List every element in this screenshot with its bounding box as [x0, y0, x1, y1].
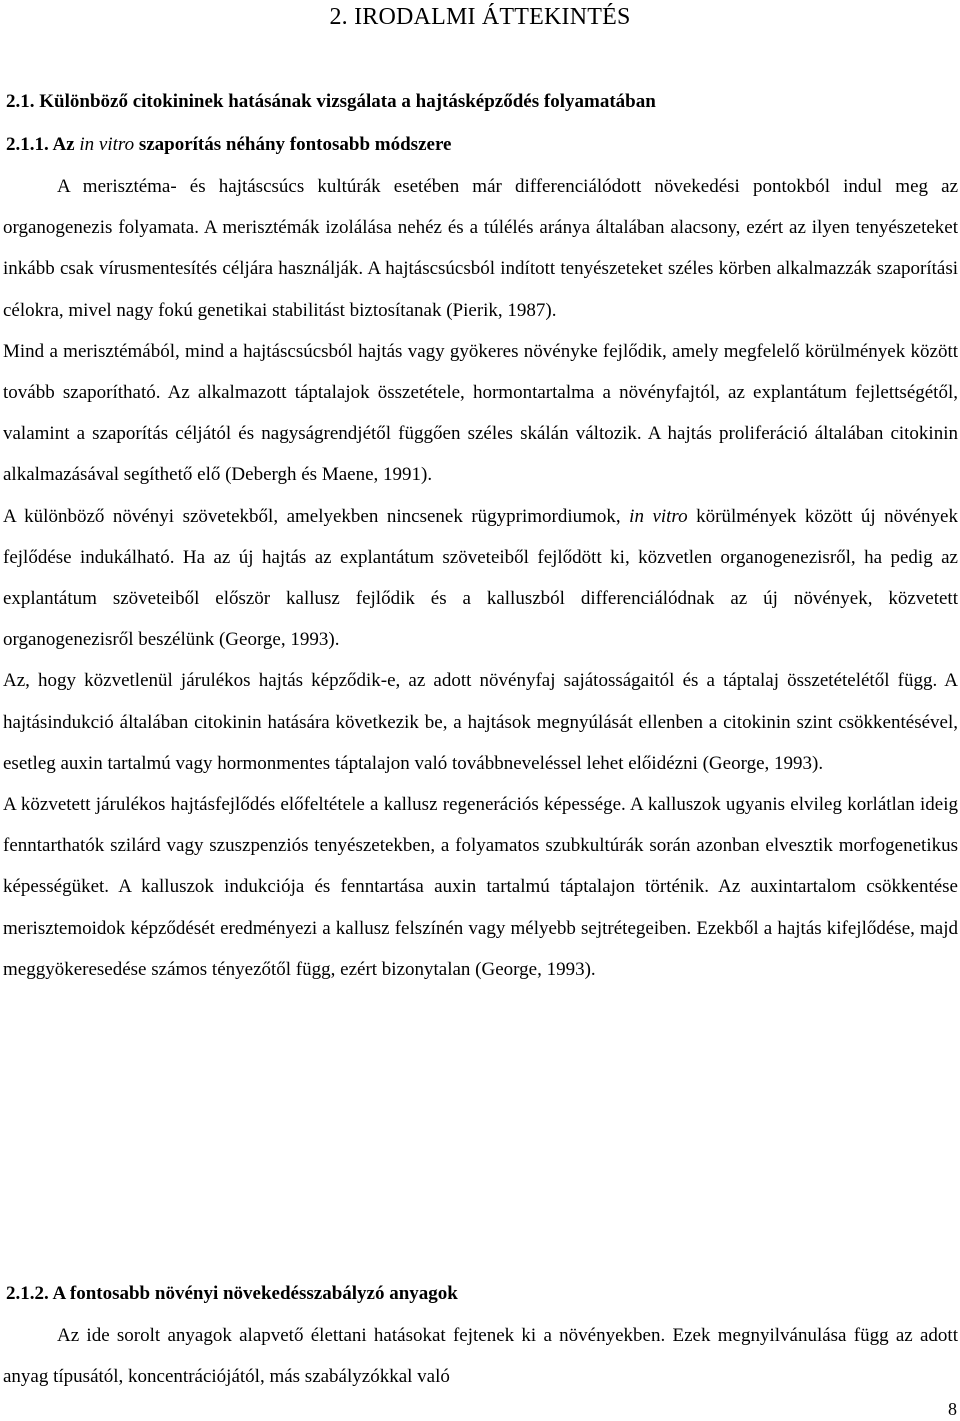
subsection-2-title: A fontosabb növényi növekedésszabályzó anyagok — [52, 1283, 458, 1304]
subsection-1-number: 2.1.1. — [6, 134, 49, 155]
subsection-2-body — [3, 1315, 958, 1397]
subsection-heading-1 — [6, 131, 451, 159]
subsection-1-title-pre: Az — [52, 134, 75, 155]
subsection-heading-2 — [6, 1280, 458, 1308]
paragraph-3-italic: in vitro — [629, 505, 688, 527]
paragraph-5: A közvetett járulékos hajtásfejlődés előfeltétele a kallusz regenerációs képessége. A kalluszok ugyanis elvileg korlátlan ideig fenntarthatók szilárd vagy szuszpenziós tenyészetekben, a folyamatos szubkultúrák során azonban elvesztik morfogenetikus képességüket. A kalluszok indukciója és fenntartása auxin tartalmú táptalajon történik. Az auxintartalom csökkentése merisztemoidok képződését eredményezi a kallusz felszínén vagy mélyebb sejtrétegeiben. Ezekből a hajtás kifejlődése, majd meggyökeresedése számos tényezőtől függ, ezért bizonytalan (George, 1993). — [3, 794, 958, 980]
paragraph-2: Mind a merisztémából, mind a hajtáscsúcsból hajtás vagy gyökeres növényke fejlődik, amely megfelelő körülmények között tovább szaporítható. Az alkalmazott táptalajok összetétele, hormontartalma a növényfajtól, az explantátum fejlettségétől, valamint a szaporítás céljától és nagyságrendjétől függően széles skálán változik. A hajtás proliferáció általában citokinin alkalmazásával segíthető elő (Debergh és Maene, 1991). — [3, 340, 958, 486]
paragraph-3-start: A különböző növényi szövetekből, amelyekben nincsenek rügyprimordiumok, — [3, 505, 621, 527]
subsection-2-number: 2.1.2. — [6, 1283, 49, 1304]
chapter-title: 2. IRODALMI ÁTTEKINTÉS — [329, 4, 631, 30]
paragraph-4: Az, hogy közvetlenül járulékos hajtás képződik-e, az adott növényfaj sajátosságaitól és a táptalaj összetételétől függ. A hajtásindukció általában citokinin hatására következik be, a hajtások megnyúlását ellenben a citokinin szint csökkentésével, esetleg auxin tartalmú vagy hormonmentes táptalajon való továbbneveléssel lehet előidézni (George, 1993). — [3, 670, 958, 774]
section-heading: 2.1. Különböző citokininek hatásának vizsgálata a hajtásképződés folyamatában — [6, 91, 656, 112]
paragraph-1: A merisztéma- és hajtáscsúcs kultúrák esetében már differenciálódott növekedési pontokból indul meg az organogenezis folyamata. A merisztémák izolálása nehéz és a túlélés aránya általában alacsony, ezért az ilyen tenyészeteket inkább csak vírusmentesítés céljára használják. A hajtáscsúcsból indított tenyészeteket széles körben alkalmazzák szaporítási célokra, mivel nagy fokú genetikai stabilitást biztosítanak (Pierik, 1987). — [3, 176, 958, 321]
subsection-1-title-post: szaporítás néhány fontosabb módszere — [138, 134, 452, 155]
paragraph-3-end: körülmények között új növények fejlődése indukálható. Ha az új hajtás az explantátum szöveteiből fejlődött ki, közvetlen organogenezisről, ha pedig az explantátum szöveteiből először kallusz fejlődik és a kalluszból differenciálódnak az új növények, közvetett organogenezisről beszélünk (George, 1993). — [3, 505, 958, 651]
subsection-1-title-italic: in vitro — [79, 134, 135, 155]
page-number: 8 — [948, 1399, 957, 1419]
paragraph-3 — [3, 496, 958, 661]
paragraph-6: Az ide sorolt anyagok alapvető élettani hatásokat fejtenek ki a növényekben. Ezek megnyilvánulása függ az adott anyag típusától, koncentrációjától, más szabályzókkal való — [3, 1325, 958, 1388]
subsection-1-body — [3, 166, 958, 990]
